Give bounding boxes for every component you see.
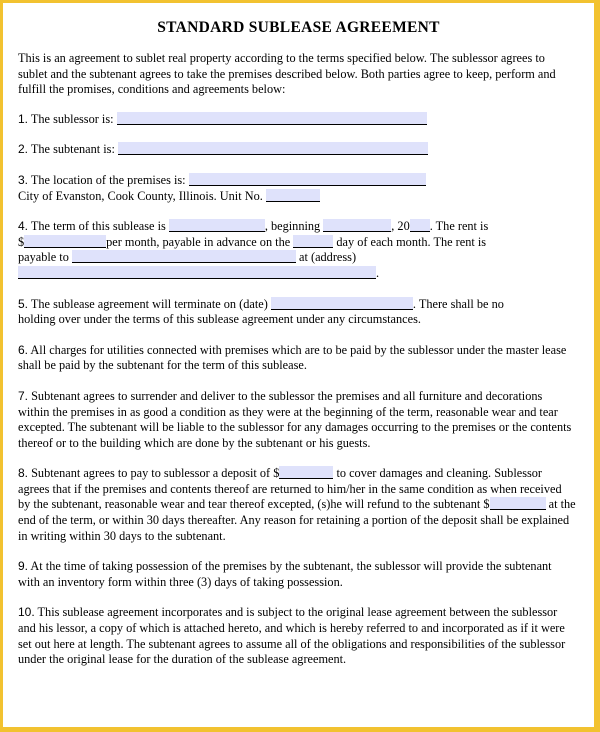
sublessor-name-field[interactable]	[117, 112, 427, 125]
beginning-label: , beginning	[264, 219, 321, 234]
period: .	[376, 265, 380, 280]
payment-address-field[interactable]	[18, 266, 376, 279]
section-6	[18, 343, 576, 374]
section-10	[18, 605, 576, 667]
rent-day-text: day of each month. The rent is	[336, 234, 487, 249]
section-number: 7.	[18, 388, 29, 403]
subtenant-label: The subtenant is:	[30, 142, 115, 157]
no-holding-text: . There shall be no	[412, 296, 504, 311]
section-1	[18, 112, 576, 128]
intro-paragraph	[18, 51, 576, 98]
section-3	[18, 173, 576, 204]
beginning-date-field[interactable]	[323, 219, 391, 232]
term-field[interactable]	[169, 219, 265, 232]
section-number: 5.	[18, 296, 29, 311]
payable-to-field[interactable]	[72, 250, 296, 263]
section-7	[18, 389, 576, 451]
section-number: 2.	[18, 142, 29, 157]
refund-amount-field[interactable]	[490, 497, 546, 510]
unit-number-field[interactable]	[266, 189, 320, 202]
section-number: 10.	[18, 605, 35, 620]
payable-advance-text: per month, payable in advance on the	[106, 234, 291, 249]
section-8	[18, 466, 576, 544]
section-number: 1.	[18, 111, 29, 126]
section-number: 8.	[18, 466, 29, 481]
section-5	[18, 297, 576, 328]
section-number: 3.	[18, 172, 29, 187]
section-2	[18, 142, 576, 158]
premises-location-field[interactable]	[189, 173, 426, 186]
year-prefix: , 20	[391, 219, 410, 234]
rent-day-field[interactable]	[293, 235, 333, 248]
rent-amount-field[interactable]	[24, 235, 106, 248]
surrender-text: Subtenant agrees to surrender and deliver to the sublessor the premises and all furniture and decorations within the premises in as good a condition as they were at the beginning of the term, reasonable wear and tear excepted. The subtenant will be liable to the sublessor for any damages occurring to the premises or the contents thereof or to the building which are done by the subtenant or his guests.	[18, 388, 572, 450]
document-body	[3, 51, 594, 668]
section-9	[18, 559, 576, 590]
deposit-amount-field[interactable]	[279, 466, 333, 479]
section-number: 4.	[18, 219, 29, 234]
deposit-text-c: at the end of the term, or within 30 days thereafter. Any reason for retaining a portion of the deposit shall be explained in writing within 30 days to the subtenant.	[18, 497, 576, 543]
payable-to-label: payable to	[18, 250, 69, 265]
term-label: The term of this sublease is	[30, 219, 166, 234]
utilities-text: All charges for utilities connected with premises which are to be paid by the sublessor under the master lease shall be paid by the subtenant for the term of this sublease.	[18, 342, 567, 373]
intro-text: This is an agreement to sublet real property according to the terms specified below. The sublessor agrees to sublet and the subtenant agrees to take the premises described below. Both parties agree to keep, perform and fulfill the promises, conditions and agreements below:	[18, 51, 556, 97]
subtenant-name-field[interactable]	[118, 142, 428, 155]
original-lease-text: This sublease agreement incorporates and is subject to the original lease agreement between the sublessor and his lessor, a copy of which is attached hereto, and which is hereby referred to and incorporated as if it were set out here at length. The subtenant agrees to assume all of the obligations and responsibilities of the sublessor under the original lease for the duration of the sublease agreement.	[18, 605, 566, 667]
city-line-text: City of Evanston, Cook County, Illinois. Unit No.	[18, 188, 263, 203]
section-number: 6.	[18, 342, 29, 357]
inventory-text: At the time of taking possession of the premises by the subtenant, the sublessor will provide the subtenant with an inventory form within three (3) days of taking possession.	[18, 559, 552, 589]
deposit-text-b: to cover damages and cleaning. Sublessor agrees that if the premises and contents thereof are returned to him/her in the same condition as when received by the subtenant, reasonable wear and tear thereof excepted, (s)he will refund to the subtenant $	[18, 466, 562, 512]
rent-label: . The rent is	[429, 219, 489, 234]
holding-over-text: holding over under the terms of this sublease agreement under any circumstances.	[18, 312, 421, 327]
document-title: STANDARD SUBLEASE AGREEMENT	[157, 19, 440, 36]
termination-label: The sublease agreement will terminate on (date)	[30, 296, 268, 311]
address-label: at (address)	[299, 250, 357, 265]
premises-location-label: The location of the premises is:	[30, 172, 186, 187]
section-number: 9.	[18, 559, 29, 574]
section-4	[18, 219, 576, 281]
termination-date-field[interactable]	[271, 297, 413, 310]
sublessor-label: The sublessor is:	[30, 111, 114, 126]
year-field[interactable]	[410, 219, 430, 232]
deposit-text-a: Subtenant agrees to pay to sublessor a deposit of $	[31, 466, 280, 481]
dollar-sign: $	[18, 234, 25, 249]
document-page	[3, 3, 594, 727]
